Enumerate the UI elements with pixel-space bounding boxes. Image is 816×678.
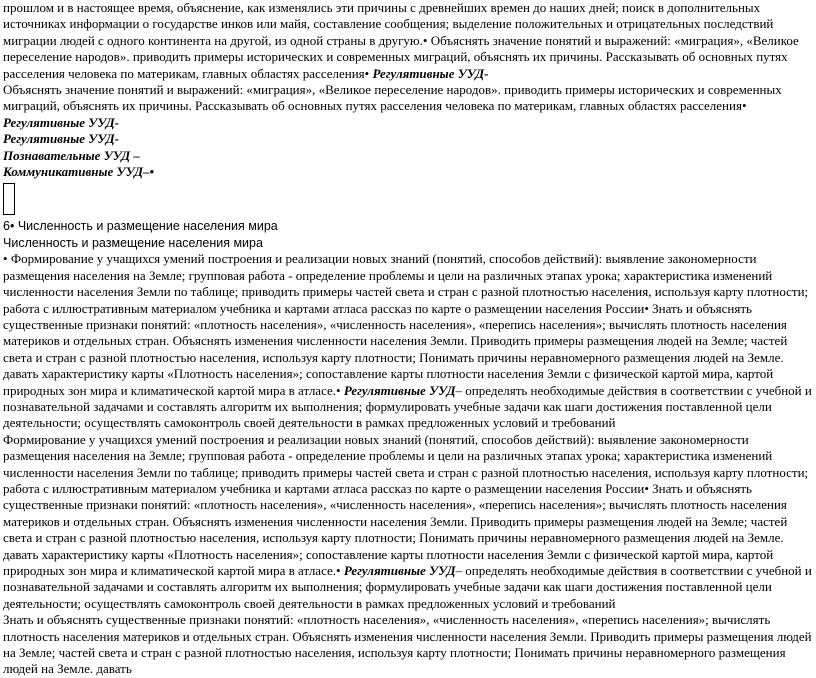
regulative-uud-line: Регулятивные УУД- bbox=[3, 131, 120, 147]
communicative-uud-line bbox=[3, 164, 814, 180]
cognitive-uud-line: Познавательные УУД – bbox=[3, 147, 140, 163]
bullet: • bbox=[422, 32, 428, 48]
table-cell-box bbox=[3, 183, 15, 215]
paragraph-3-text3: – определять необходимые действия в соответствии с учебной и познавательной задачами и составлять алгоритм их выполнения; формулировать учебные задачи как шаги достижения поставленной цели деятельности; осуществлять самоконтроль своей деятельности в рамках предложенных условий и требований bbox=[3, 382, 812, 431]
paragraph-4-text: Формирование у учащихся умений построения и реализации новых знаний (понятий, способов действий): выявление закономерности размещения населения на Земле; групповая работа - определение проблемы и цели на различных этапах урока; характеристика изменений численности населения Земли по таблице; приводить примеры частей света и стран с разной плотностью населения, используя карту плотности; работа с иллюстративным материалом учебника и картами атласа рассказ по карте о размещении населения России bbox=[3, 431, 809, 496]
regulative-uud-label: Регулятивные УУД bbox=[340, 382, 456, 398]
regulative-uud-label: Регулятивные УУД bbox=[340, 563, 456, 578]
paragraph-5-text: Знать и объяснять существенные признаки понятий: «плотность населения», «численность населения», «перепись населения»; вычислять плотность населения материков и отдельных стран. Объяснять изменения численности населения Земли. Приводить примеры размещения людей на Земле; частей света и стран с разной плотностью населения, используя карту плотности; Понимать причины неравномерного размещения людей на Земле. давать bbox=[3, 612, 812, 677]
bullet: • bbox=[9, 219, 15, 234]
paragraph-3-text2: Знать и объяснять существенные признаки понятий: «плотность населения», «численность населения», «перепись населения»; вычислять плотность населения материков и отдельных стран. Объяснять изменения численности населения Земли. Приводить примеры размещения людей на Земле; частей света и стран с разной плотностью населения, используя карту плотности; Понимать причины неравномерного размещения людей на Земле. давать характеристику карты «Плотность населения»; сопоставление карты плотности населения Земли с физической картой мира, картой природных зон мира и климатической картой мира в атласе. bbox=[3, 300, 788, 398]
paragraph-2-text: Объяснять значение понятий и выражений: «миграция», «Великое переселение народов». приводить примеры исторических и современных миграций, объяснять их причины. Рассказывать об основных путях расселения человека по материкам, главных областях расселения bbox=[3, 82, 782, 114]
paragraph-4-text3: – определять необходимые действия в соответствии с учебной и познавательной задачами и составлять алгоритм их выполнения; формулировать учебные задачи как шаги достижения поставленной цели деятельности; осуществлять самоконтроль своей деятельности в рамках предложенных условий и требований bbox=[3, 563, 812, 611]
paragraph-3-text: Формирование у учащихся умений построения и реализации новых знаний (понятий, способов действий): выявление закономерности размещения населения на Земле; групповая работа - определение проблемы и цели на различных этапах урока; характеристика изменений численности населения Земли по таблице; приводить примеры частей света и стран с разной плотностью населения, используя карту плотности; работа с иллюстративным материалом учебника и картами атласа рассказ по карте о размещении населения России bbox=[3, 251, 809, 316]
bullet: • bbox=[644, 480, 649, 496]
bullet: • bbox=[3, 251, 8, 267]
bullet: • bbox=[149, 164, 155, 180]
topic-heading bbox=[3, 218, 814, 234]
paragraph-3 bbox=[3, 251, 814, 431]
paragraph-2 bbox=[3, 82, 814, 131]
bullet: • bbox=[644, 300, 649, 316]
paragraph-5 bbox=[3, 612, 814, 678]
bullet: • bbox=[336, 382, 341, 398]
topic-title-2: Численность и размещение населения мира bbox=[3, 235, 263, 250]
paragraph-1-text: прошлом и в настоящее время, объяснение, как изменялись эти причины с древнейших времен до наших дней; поиск в дополнительных источниках информации о государстве инков или майя, составление сообщения; выделение положительных и отрицательных последствий миграции людей с одного континента на другой, из одной страны в другую. bbox=[3, 0, 774, 48]
regulative-uud-label: Регулятивные УУД- bbox=[3, 114, 120, 130]
topic-title: Численность и размещение населения мира bbox=[14, 219, 278, 234]
paragraph-4 bbox=[3, 432, 814, 612]
regulative-uud-label: Регулятивные УУД- bbox=[369, 65, 489, 81]
communicative-uud-label: Коммуникативные УУД– bbox=[3, 164, 150, 180]
bullet: • bbox=[336, 563, 341, 578]
paragraph-1 bbox=[3, 0, 814, 82]
bullet: • bbox=[741, 98, 747, 114]
paragraph-1-text2: Объяснять значение понятий и выражений: «миграция», «Великое переселение народов». приводить примеры исторических и современных миграций, объяснять их причины. Рассказывать об основных путях расселения человека по материкам, главных областях расселения bbox=[3, 32, 799, 81]
bullet: • bbox=[364, 65, 370, 81]
topic-number: 6 bbox=[3, 219, 10, 234]
paragraph-4-text2: Знать и объяснять существенные признаки понятий: «плотность населения», «численность населения», «перепись населения»; вычислять плотность населения материков и отдельных стран. Объяснять изменения численности населения Земли. Приводить примеры размещения людей на Земле; частей света и стран с разной плотностью населения, используя карту плотности; Понимать причины неравномерного размещения людей на Земле. давать характеристику карты «Плотность населения»; сопоставление карты плотности населения Земли с физической картой мира, картой природных зон мира и климатической картой мира в атласе. bbox=[3, 480, 788, 578]
